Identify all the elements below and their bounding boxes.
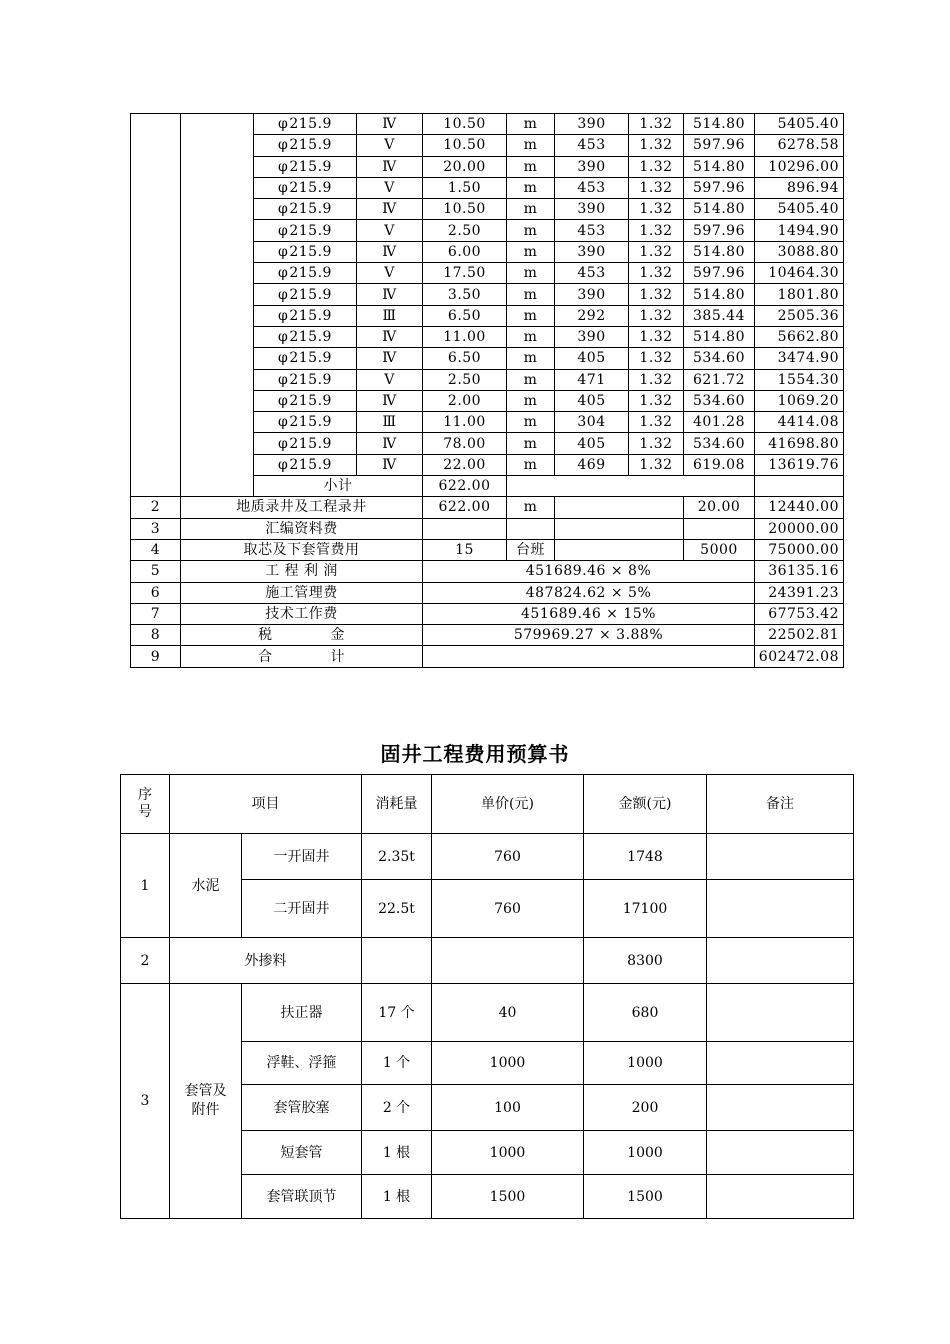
- item-qty: 2 个: [362, 1085, 432, 1131]
- bit-diameter: [254, 326, 357, 347]
- bit-diameter: [254, 390, 357, 411]
- item-no: 2: [131, 497, 181, 518]
- rock-grade: Ⅳ: [357, 284, 423, 305]
- amount: 6278.58: [755, 135, 844, 156]
- phi-symbol: φ: [278, 393, 289, 409]
- item-amount: 67753.42: [755, 603, 844, 624]
- item-no: 9: [131, 646, 181, 667]
- phi-symbol: φ: [278, 307, 289, 324]
- diameter-value: 215.9: [289, 329, 332, 346]
- footage: 6.50: [423, 348, 507, 369]
- base-price: 390: [555, 114, 629, 135]
- rock-grade: Ⅴ: [357, 263, 423, 284]
- unit-price: 597.96: [684, 263, 755, 284]
- item-qty: 1 根: [362, 1131, 432, 1175]
- amount: 896.94: [755, 177, 844, 198]
- phi-symbol: φ: [278, 137, 289, 154]
- coefficient: 1.32: [629, 177, 684, 198]
- item-amount: 1748: [584, 834, 707, 880]
- coefficient: 1.32: [629, 135, 684, 156]
- unit: m: [507, 348, 555, 369]
- item-name: 技术工作费: [181, 603, 423, 624]
- base-price: 292: [555, 305, 629, 326]
- footage: 78.00: [423, 433, 507, 454]
- item-name: 套管联顶节: [242, 1175, 362, 1219]
- rock-grade: Ⅴ: [357, 369, 423, 390]
- rock-grade: Ⅳ: [357, 326, 423, 347]
- phi-symbol: φ: [278, 371, 289, 388]
- item-amount: 36135.16: [755, 561, 844, 582]
- rock-grade: Ⅲ: [357, 305, 423, 326]
- diameter-value: 215.9: [289, 350, 332, 367]
- rock-grade: Ⅳ: [357, 114, 423, 135]
- unit-price: 514.80: [684, 241, 755, 262]
- amount: 3088.80: [755, 241, 844, 262]
- bit-diameter: [254, 263, 357, 284]
- phi-symbol: φ: [278, 286, 289, 303]
- rock-grade: Ⅳ: [357, 156, 423, 177]
- base-price: 471: [555, 369, 629, 390]
- unit: m: [507, 114, 555, 135]
- footage: 3.50: [423, 284, 507, 305]
- footage: 11.00: [423, 326, 507, 347]
- phi-symbol: φ: [278, 329, 289, 346]
- item-name: 施工管理费: [181, 582, 423, 603]
- item-row: [131, 603, 844, 624]
- base-price: 390: [555, 326, 629, 347]
- header-amount: 金额(元): [584, 775, 707, 834]
- header-item: 项目: [170, 775, 362, 834]
- base-price: 453: [555, 263, 629, 284]
- item-qty: 2.35t: [362, 834, 432, 880]
- unit: m: [507, 412, 555, 433]
- base-price: 405: [555, 348, 629, 369]
- unit: m: [507, 454, 555, 475]
- base-price: 390: [555, 241, 629, 262]
- item-formula: 451689.46 × 8%: [423, 561, 755, 582]
- item-price: 100: [432, 1085, 584, 1131]
- row-no: 3: [121, 984, 170, 1219]
- base-price: 390: [555, 156, 629, 177]
- diameter-value: 215.9: [289, 286, 332, 303]
- bit-diameter: [254, 220, 357, 241]
- item-formula: 451689.46 × 15%: [423, 603, 755, 624]
- item-name: 汇编资料费: [181, 518, 423, 539]
- item-qty: 1 根: [362, 1175, 432, 1219]
- amount: 10464.30: [755, 263, 844, 284]
- unit-price: 597.96: [684, 177, 755, 198]
- footage: 10.50: [423, 135, 507, 156]
- diameter-value: 215.9: [289, 201, 332, 218]
- base-price: 405: [555, 390, 629, 411]
- diameter-value: 215.9: [289, 435, 332, 452]
- rock-grade: Ⅴ: [357, 177, 423, 198]
- item-qty: 15: [423, 539, 507, 560]
- phi-symbol: φ: [278, 222, 289, 239]
- item-row: [131, 518, 844, 539]
- item-empty: [423, 646, 755, 667]
- rock-grade: Ⅴ: [357, 220, 423, 241]
- diameter-value: 215.9: [289, 222, 332, 239]
- item-note: [707, 984, 854, 1042]
- footage: 10.50: [423, 199, 507, 220]
- footage: 2.50: [423, 369, 507, 390]
- item-name: 一开固井: [242, 834, 362, 880]
- rock-grade: Ⅳ: [357, 390, 423, 411]
- base-price: 453: [555, 220, 629, 241]
- item-unit: [507, 518, 555, 539]
- item-note: [707, 1085, 854, 1131]
- header-qty: 消耗量: [362, 775, 432, 834]
- unit: m: [507, 433, 555, 454]
- bit-diameter: [254, 114, 357, 135]
- section-title: 固井工程费用预算书: [380, 742, 570, 766]
- coefficient: 1.32: [629, 114, 684, 135]
- item-name: 合 计: [181, 646, 423, 667]
- unit-price: 621.72: [684, 369, 755, 390]
- unit-price: 514.80: [684, 284, 755, 305]
- diameter-value: 215.9: [289, 180, 332, 197]
- item-price: 760: [432, 880, 584, 938]
- item-amount: 20000.00: [755, 518, 844, 539]
- item-row: [131, 497, 844, 518]
- base-price: 453: [555, 177, 629, 198]
- amount: 1069.20: [755, 390, 844, 411]
- rock-grade: Ⅳ: [357, 241, 423, 262]
- item-price: [432, 938, 584, 984]
- footage: 17.50: [423, 263, 507, 284]
- item-name: 套管胶塞: [242, 1085, 362, 1131]
- coefficient: 1.32: [629, 390, 684, 411]
- item-name: 短套管: [242, 1131, 362, 1175]
- coefficient: 1.32: [629, 348, 684, 369]
- bit-diameter: [254, 348, 357, 369]
- table-row: [131, 114, 844, 135]
- item-row: [131, 561, 844, 582]
- coefficient: 1.32: [629, 156, 684, 177]
- unit: m: [507, 199, 555, 220]
- unit: m: [507, 369, 555, 390]
- amount: 5662.80: [755, 326, 844, 347]
- base-price: 469: [555, 454, 629, 475]
- item-name: 工 程 利 润: [181, 561, 423, 582]
- item-row: [131, 582, 844, 603]
- item-no: 5: [131, 561, 181, 582]
- footage: 1.50: [423, 177, 507, 198]
- coefficient: 1.32: [629, 369, 684, 390]
- phi-symbol: φ: [278, 265, 289, 282]
- item-formula: 487824.62 × 5%: [423, 582, 755, 603]
- item-unit: 台班: [507, 539, 555, 560]
- item-qty: 1 个: [362, 1042, 432, 1085]
- item-row: [131, 625, 844, 646]
- item-name: 外掺料: [170, 938, 362, 984]
- unit-price: 597.96: [684, 135, 755, 156]
- rock-grade: Ⅳ: [357, 433, 423, 454]
- base-price: 304: [555, 412, 629, 433]
- footage: 10.50: [423, 114, 507, 135]
- diameter-value: 215.9: [289, 116, 332, 133]
- base-price: 453: [555, 135, 629, 156]
- subtotal-empty: [755, 476, 844, 497]
- amount: 1801.80: [755, 284, 844, 305]
- footage: 11.00: [423, 412, 507, 433]
- unit: m: [507, 305, 555, 326]
- header-price: 单价(元): [432, 775, 584, 834]
- item-no: 7: [131, 603, 181, 624]
- coefficient: 1.32: [629, 241, 684, 262]
- unit: m: [507, 135, 555, 156]
- phi-symbol: φ: [278, 243, 289, 260]
- table-row: [121, 834, 854, 880]
- category-cement: 水泥: [170, 834, 242, 938]
- diameter-value: 215.9: [289, 414, 332, 431]
- amount: 3474.90: [755, 348, 844, 369]
- item-qty: 17 个: [362, 984, 432, 1042]
- phi-symbol: φ: [278, 414, 289, 431]
- item-name: 浮鞋、浮箍: [242, 1042, 362, 1085]
- diameter-value: 215.9: [289, 158, 332, 175]
- amount: 41698.80: [755, 433, 844, 454]
- item-note: [707, 938, 854, 984]
- coefficient: 1.32: [629, 454, 684, 475]
- phi-symbol: φ: [278, 116, 289, 133]
- item-qty: 622.00: [423, 497, 507, 518]
- bit-diameter: [254, 156, 357, 177]
- unit-price: 514.80: [684, 114, 755, 135]
- item-price: 1000: [432, 1042, 584, 1085]
- amount: 1494.90: [755, 220, 844, 241]
- bit-diameter: [254, 177, 357, 198]
- subtotal-footage: 622.00: [423, 476, 507, 497]
- item-amount: 22502.81: [755, 625, 844, 646]
- diameter-value: 215.9: [289, 265, 332, 282]
- phi-symbol: φ: [278, 180, 289, 197]
- item-amount: 1000: [584, 1131, 707, 1175]
- item-empty: [555, 497, 684, 518]
- bit-diameter: [254, 454, 357, 475]
- item-qty: [423, 518, 507, 539]
- item-price: 40: [432, 984, 584, 1042]
- item-name: 二开固井: [242, 880, 362, 938]
- base-price: 390: [555, 199, 629, 220]
- unit-price: 619.08: [684, 454, 755, 475]
- unit: m: [507, 241, 555, 262]
- unit: m: [507, 326, 555, 347]
- bit-diameter: [254, 433, 357, 454]
- header-row: [121, 775, 854, 834]
- coefficient: 1.32: [629, 263, 684, 284]
- item-price: 1500: [432, 1175, 584, 1219]
- unit-price: 534.60: [684, 433, 755, 454]
- item-empty: [555, 518, 684, 539]
- item-amount: 24391.23: [755, 582, 844, 603]
- footage: 2.50: [423, 220, 507, 241]
- item-amount: 680: [584, 984, 707, 1042]
- coefficient: 1.32: [629, 433, 684, 454]
- item-name: 取芯及下套管费用: [181, 539, 423, 560]
- coefficient: 1.32: [629, 326, 684, 347]
- footage: 6.50: [423, 305, 507, 326]
- amount: 13619.76: [755, 454, 844, 475]
- rock-grade: Ⅲ: [357, 412, 423, 433]
- item-no: 8: [131, 625, 181, 646]
- subtotal-empty: [507, 476, 755, 497]
- row-no: 1: [121, 834, 170, 938]
- bit-diameter: [254, 305, 357, 326]
- phi-symbol: φ: [278, 350, 289, 367]
- cementing-cost-table: [120, 774, 854, 1219]
- bit-diameter: [254, 284, 357, 305]
- bit-diameter: [254, 241, 357, 262]
- phi-symbol: φ: [278, 435, 289, 452]
- unit-price: 534.60: [684, 348, 755, 369]
- unit-price: 514.80: [684, 156, 755, 177]
- item-price: 20.00: [684, 497, 755, 518]
- footage: 2.00: [423, 390, 507, 411]
- unit: m: [507, 284, 555, 305]
- rock-grade: Ⅳ: [357, 199, 423, 220]
- item-row: [131, 646, 844, 667]
- bit-diameter: [254, 135, 357, 156]
- base-price: 390: [555, 284, 629, 305]
- unit-price: 597.96: [684, 220, 755, 241]
- row-no-cell: [131, 114, 181, 497]
- item-qty: 22.5t: [362, 880, 432, 938]
- coefficient: 1.32: [629, 284, 684, 305]
- bit-diameter: [254, 412, 357, 433]
- item-amount: 12440.00: [755, 497, 844, 518]
- unit: m: [507, 263, 555, 284]
- item-note: [707, 1042, 854, 1085]
- item-price: 5000: [684, 539, 755, 560]
- coefficient: 1.32: [629, 412, 684, 433]
- footage: 6.00: [423, 241, 507, 262]
- item-note: [707, 834, 854, 880]
- item-amount: 1500: [584, 1175, 707, 1219]
- unit: m: [507, 220, 555, 241]
- header-no: 序 号: [121, 775, 170, 834]
- subtotal-label: 小计: [254, 476, 423, 497]
- item-empty: [555, 539, 684, 560]
- bit-diameter: [254, 369, 357, 390]
- phi-symbol: φ: [278, 201, 289, 218]
- diameter-value: 215.9: [289, 456, 332, 473]
- item-name: 地质录井及工程录井: [181, 497, 423, 518]
- diameter-value: 215.9: [289, 243, 332, 260]
- bit-diameter: [254, 199, 357, 220]
- item-name: 扶正器: [242, 984, 362, 1042]
- table-row: [121, 938, 854, 984]
- item-no: 3: [131, 518, 181, 539]
- item-formula: 579969.27 × 3.88%: [423, 625, 755, 646]
- item-unit: m: [507, 497, 555, 518]
- unit-price: 514.80: [684, 199, 755, 220]
- unit-price: 534.60: [684, 390, 755, 411]
- item-amount: 200: [584, 1085, 707, 1131]
- unit-price: 514.80: [684, 326, 755, 347]
- phi-symbol: φ: [278, 456, 289, 473]
- item-amount: 602472.08: [755, 646, 844, 667]
- unit-price: 385.44: [684, 305, 755, 326]
- amount: 4414.08: [755, 412, 844, 433]
- item-amount: 8300: [584, 938, 707, 984]
- diameter-value: 215.9: [289, 371, 332, 388]
- table-row: [121, 984, 854, 1042]
- diameter-value: 215.9: [289, 307, 332, 324]
- diameter-value: 215.9: [289, 393, 332, 409]
- unit: m: [507, 390, 555, 411]
- item-amount: 1000: [584, 1042, 707, 1085]
- base-price: 405: [555, 433, 629, 454]
- item-note: [707, 1131, 854, 1175]
- row-no: 2: [121, 938, 170, 984]
- item-no: 6: [131, 582, 181, 603]
- rock-grade: Ⅳ: [357, 454, 423, 475]
- footage: 20.00: [423, 156, 507, 177]
- item-name: 税 金: [181, 625, 423, 646]
- item-price: 760: [432, 834, 584, 880]
- item-qty: [362, 938, 432, 984]
- footage: 22.00: [423, 454, 507, 475]
- item-note: [707, 880, 854, 938]
- header-note: 备注: [707, 775, 854, 834]
- coefficient: 1.32: [629, 199, 684, 220]
- diameter-value: 215.9: [289, 137, 332, 154]
- item-row: [131, 539, 844, 560]
- amount: 5405.40: [755, 199, 844, 220]
- item-amount: 17100: [584, 880, 707, 938]
- unit: m: [507, 156, 555, 177]
- category-casing: 套管及附件: [170, 984, 242, 1219]
- unit-price: 401.28: [684, 412, 755, 433]
- item-no: 4: [131, 539, 181, 560]
- drilling-cost-table: [130, 113, 844, 668]
- row-item-cell: [181, 114, 254, 497]
- amount: 10296.00: [755, 156, 844, 177]
- item-amount: 75000.00: [755, 539, 844, 560]
- phi-symbol: φ: [278, 158, 289, 175]
- coefficient: 1.32: [629, 220, 684, 241]
- coefficient: 1.32: [629, 305, 684, 326]
- item-note: [707, 1175, 854, 1219]
- amount: 1554.30: [755, 369, 844, 390]
- item-price: [684, 518, 755, 539]
- unit: m: [507, 177, 555, 198]
- amount: 2505.36: [755, 305, 844, 326]
- rock-grade: Ⅴ: [357, 135, 423, 156]
- item-price: 1000: [432, 1131, 584, 1175]
- rock-grade: Ⅳ: [357, 348, 423, 369]
- amount: 5405.40: [755, 114, 844, 135]
